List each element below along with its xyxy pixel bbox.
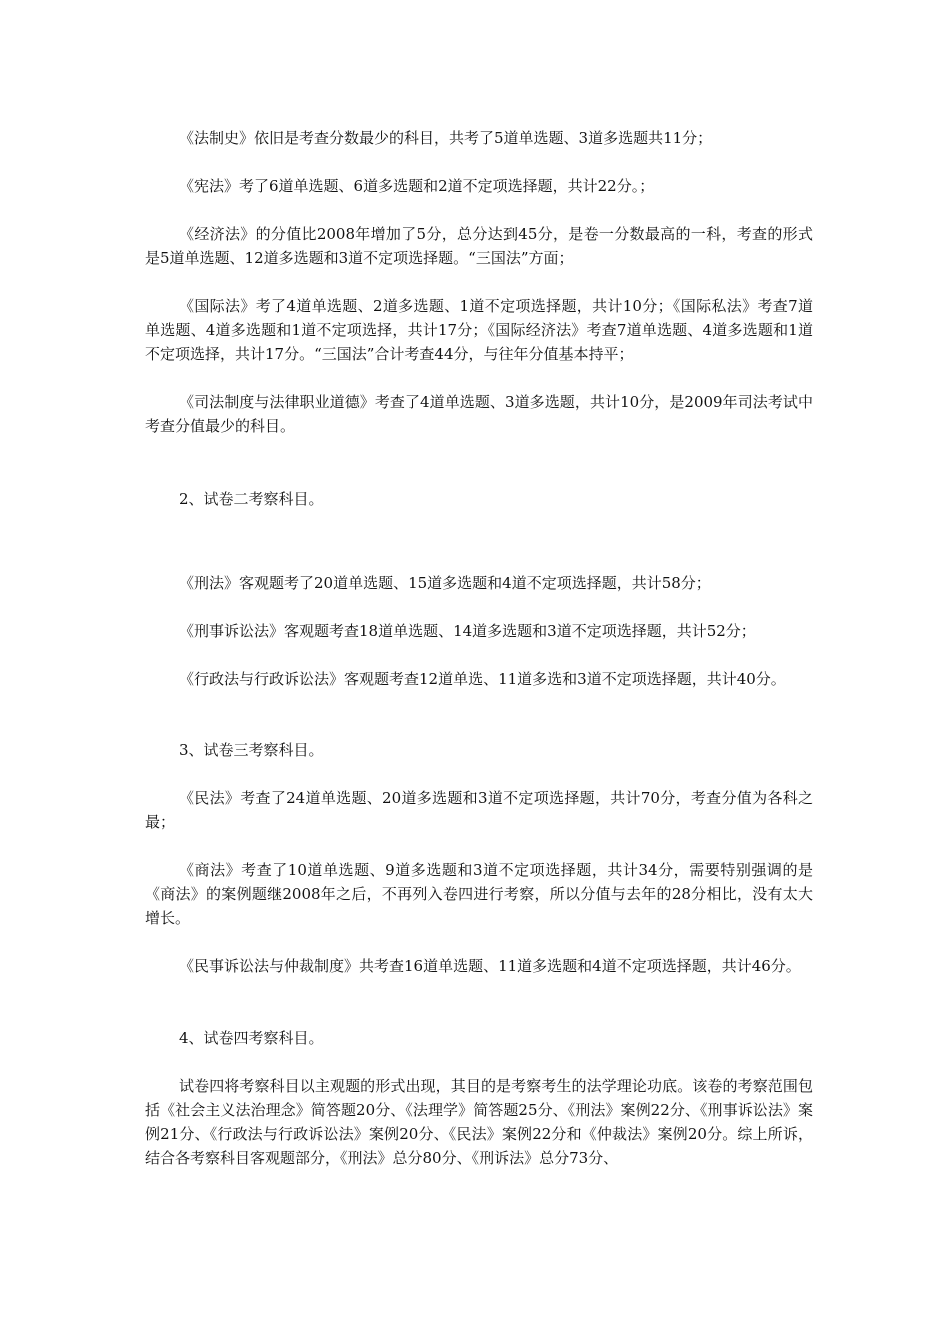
paragraph-economic-law: 《经济法》的分值比2008年增加了5分，总分达到45分，是卷一分数最高的一科，考查的形式是5道单选题、12道多选题和3道不定项选择题。“三国法”方面； <box>145 225 813 267</box>
paragraph-judicial-system: 《司法制度与法律职业道德》考查了4道单选题、3道多选题，共计10分，是2009年司法考试中考查分值最少的科目。 <box>145 393 813 435</box>
paragraph-criminal-procedure: 《刑事诉讼法》客观题考查18道单选题、14道多选题和3道不定项选择题，共计52分； <box>179 622 756 640</box>
paragraph-criminal-law: 《刑法》客观题考了20道单选题、15道多选题和4道不定项选择题，共计58分； <box>179 574 711 592</box>
paragraph-paper-four-summary: 试卷四将考察科目以主观题的形式出现，其目的是考察考生的法学理论功底。该卷的考察范围包括《社会主义法治理念》简答题20分、《法理学》简答题25分、《刑法》案例22分、《刑事诉讼法》案例21分、《行政法与行政诉讼法》案例20分、《民法》案例22分和《仲裁法》案例20分。综上所诉，结合各考察科目客观题部分，《刑法》总分80分、《刑诉法》总分73分、 <box>145 1077 813 1167</box>
heading-paper-four: 4、试卷四考察科目。 <box>179 1029 324 1047</box>
paragraph-constitution: 《宪法》考了6道单选题、6道多选题和2道不定项选择题，共计22分。； <box>179 177 655 195</box>
paragraph-legal-history: 《法制史》依旧是考查分数最少的科目，共考了5道单选题、3道多选题共11分； <box>179 129 713 147</box>
heading-paper-two: 2、试卷二考察科目。 <box>179 490 324 508</box>
paragraph-civil-procedure: 《民事诉讼法与仲裁制度》共考查16道单选题、11道多选题和4道不定项选择题，共计46分。 <box>179 957 801 975</box>
heading-paper-three: 3、试卷三考察科目。 <box>179 741 324 759</box>
paragraph-administrative-law: 《行政法与行政诉讼法》客观题考查12道单选、11道多选和3道不定项选择题，共计40分。 <box>179 670 786 688</box>
paragraph-commercial-law: 《商法》考查了10道单选题、9道多选题和3道不定项选择题，共计34分，需要特别强调的是《商法》的案例题继2008年之后，不再列入卷四进行考察，所以分值与去年的28分相比，没有太大增长。 <box>145 861 813 927</box>
paragraph-civil-law: 《民法》考查了24道单选题、20道多选题和3道不定项选择题，共计70分，考查分值为各科之最； <box>145 789 813 831</box>
paragraph-international-law: 《国际法》考了4道单选题、2道多选题、1道不定项选择题，共计10分；《国际私法》考查7道单选题、4道多选题和1道不定项选择，共计17分；《国际经济法》考查7道单选题、4道多选题和1道不定项选择，共计17分。“三国法”合计考查44分，与往年分值基本持平； <box>145 297 813 363</box>
